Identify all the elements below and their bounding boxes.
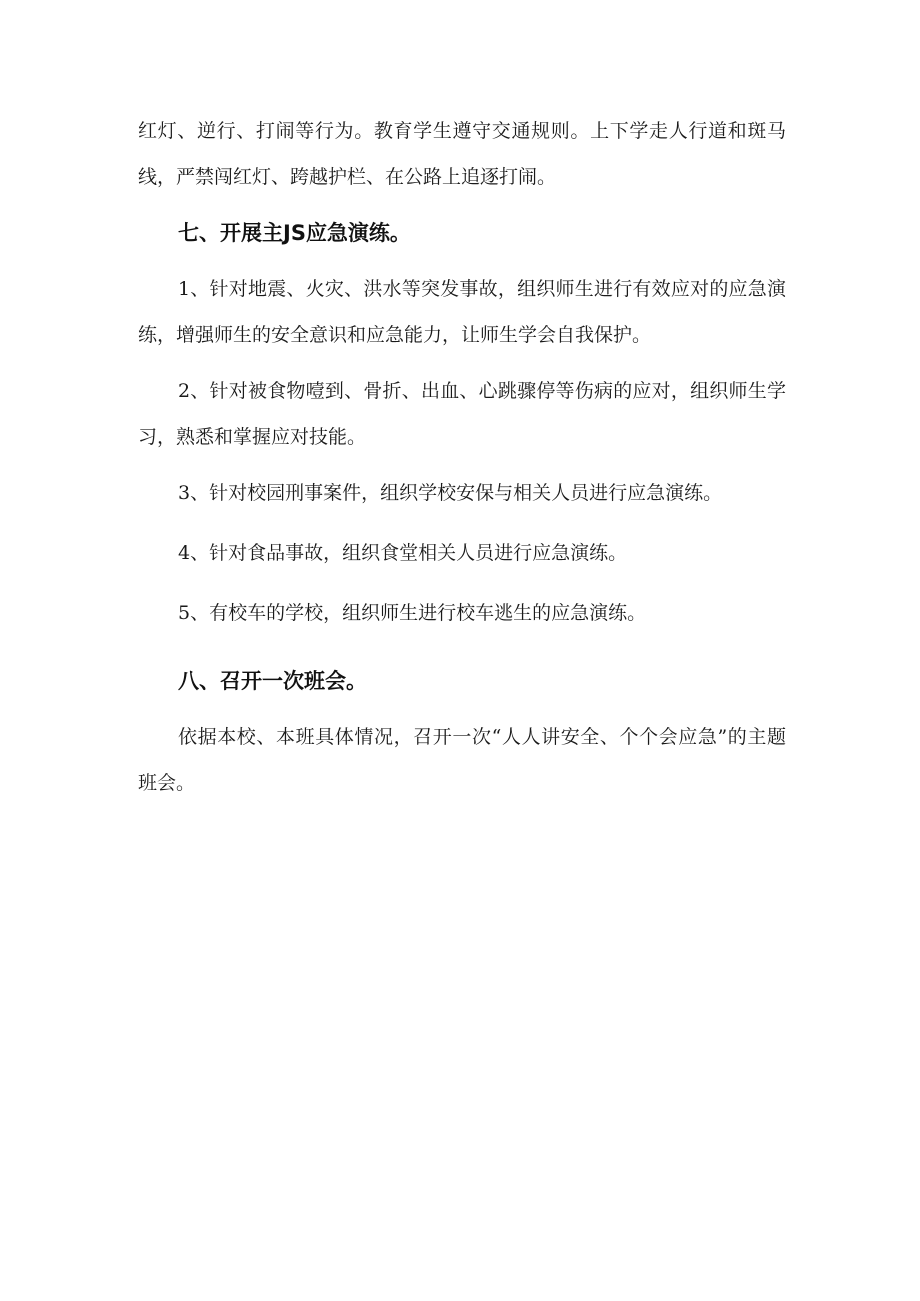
section-8-body: 依据本校、本班具体情况，召开一次“人人讲安全、个个会应急”的主题班会。: [138, 726, 786, 794]
section-7-heading: 七、开展主JS应急演练。: [178, 221, 411, 245]
spacer: [138, 516, 786, 530]
section-7-item-1: 1、针对地震、火灾、洪水等突发事故，组织师生进行有效应对的应急演练，增强师生的安全意识和应急能力，让师生学会自我保护。: [138, 278, 786, 346]
spacer: [138, 576, 786, 590]
spacer: [138, 704, 786, 714]
section-8-heading: 八、召开一次班会。: [178, 669, 367, 693]
spacer: [138, 200, 786, 210]
section-7-item-4: 4、针对食品事故，组织食堂相关人员进行应急演练。: [178, 542, 628, 564]
spacer: [138, 460, 786, 470]
spacer: [138, 636, 786, 658]
spacer: [138, 358, 786, 368]
intro-paragraph: 红灯、逆行、打闹等行为。教育学生遵守交通规则。上下学走人行道和斑马线，严禁闯红灯、跨越护栏、在公路上追逐打闹。: [138, 120, 786, 188]
section-7-item-2: 2、针对被食物噎到、骨折、出血、心跳骤停等伤病的应对，组织师生学习，熟悉和掌握应对技能。: [138, 380, 786, 448]
section-7-item-3: 3、针对校园刑事案件，组织学校安保与相关人员进行应急演练。: [178, 482, 723, 504]
spacer: [138, 256, 786, 266]
document-body: [138, 108, 786, 806]
section-7-item-5: 5、有校车的学校，组织师生进行校车逃生的应急演练。: [178, 602, 647, 624]
